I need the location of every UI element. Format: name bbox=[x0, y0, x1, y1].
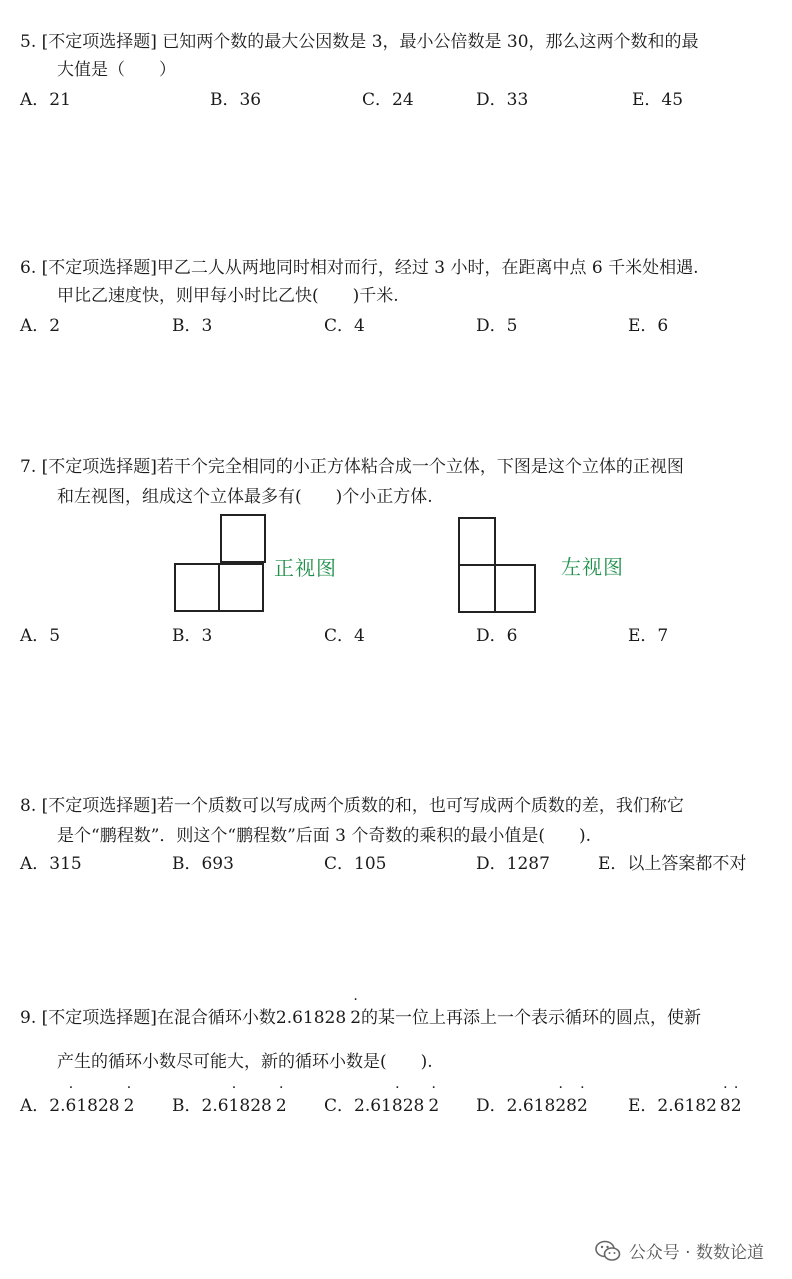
option-a: A．2 bbox=[20, 316, 61, 336]
repeating-decimal bbox=[275, 992, 362, 1028]
option-digit: 6 bbox=[65, 1096, 77, 1116]
question-7-line-1: 7. [不定项选择题]若干个完全相同的小正方体粘合成一个立体，下图是这个立体的正视图 bbox=[20, 457, 684, 477]
option-label: A． bbox=[20, 1096, 50, 1116]
dotted-digit bbox=[730, 1080, 742, 1120]
option-digits-pre: 2.6 bbox=[201, 1096, 229, 1116]
left-view-figure bbox=[458, 517, 558, 617]
option-digit: 1 bbox=[228, 1096, 240, 1116]
option-digit: 2 bbox=[123, 1096, 135, 1116]
option-c: C．4 bbox=[324, 626, 365, 646]
dotted-digit bbox=[228, 1080, 240, 1120]
option-digits-mid: 28 bbox=[402, 1096, 425, 1116]
question-8-line-1: 8. [不定项选择题]若一个质数可以写成两个质数的和，也可写成两个质数的差，我们称它 bbox=[20, 796, 684, 816]
watermark-text: 公众号 · 数数论道 bbox=[628, 1243, 764, 1263]
watermark bbox=[595, 1238, 764, 1263]
option-digits-pre: 2.61 bbox=[354, 1096, 392, 1116]
option-e: E．6 bbox=[628, 316, 669, 336]
dotted-digit bbox=[428, 1080, 440, 1120]
question-7-options bbox=[20, 622, 780, 650]
question-9-line-1-start: 9. [不定项选择题]在混合循环小数 bbox=[20, 1008, 276, 1028]
option-a: A．5 bbox=[20, 626, 61, 646]
option-c: C．24 bbox=[362, 90, 414, 110]
repeat-dot-marker: · bbox=[231, 1080, 237, 1096]
repeat-dot-marker: · bbox=[558, 1080, 563, 1096]
option-digits-mid: 828 bbox=[239, 1096, 272, 1116]
left-view-cell-bottom-right bbox=[494, 564, 536, 613]
option-e: E．45 bbox=[632, 90, 684, 110]
repeat-dot-marker: · bbox=[733, 1080, 739, 1096]
dotted-digit bbox=[555, 1080, 567, 1120]
option-digit: 8 bbox=[719, 1096, 731, 1116]
option-b: B．36 bbox=[210, 90, 262, 110]
question-5-line-1: 5. [不定项选择题] 已知两个数的最大公因数是 3，最小公倍数是 30，那么这两个数和的最 bbox=[20, 32, 699, 52]
wechat-icon bbox=[595, 1240, 621, 1262]
option-e: E．7 bbox=[628, 626, 669, 646]
dotted-digit bbox=[65, 1080, 77, 1120]
option-label: B． bbox=[172, 1096, 202, 1116]
option-c bbox=[324, 1080, 440, 1120]
question-6-options bbox=[20, 312, 780, 340]
left-view-cell-top bbox=[458, 517, 496, 566]
left-view-cell-bottom-left bbox=[458, 564, 496, 613]
front-view-cell-bottom-left bbox=[174, 563, 220, 612]
option-e bbox=[628, 1080, 742, 1120]
option-digit: 2 bbox=[730, 1096, 742, 1116]
question-9-line-1-end: 的某一位上再添上一个表示循环的圆点，使新 bbox=[361, 1008, 702, 1028]
option-a bbox=[20, 1080, 135, 1120]
repeat-dot-marker: · bbox=[431, 1080, 436, 1096]
front-view-cell-top bbox=[220, 514, 266, 563]
dotted-digit bbox=[576, 1080, 588, 1120]
option-digits-pre: 2.618 bbox=[506, 1096, 556, 1116]
option-c: C．4 bbox=[324, 316, 365, 336]
option-digit: 2 bbox=[555, 1096, 567, 1116]
option-label: D． bbox=[476, 1096, 507, 1116]
dotted-digit bbox=[391, 1080, 403, 1120]
front-view-label: 正视图 bbox=[274, 556, 337, 580]
option-d: D．5 bbox=[476, 316, 518, 336]
question-9-line-1 bbox=[20, 992, 702, 1032]
option-label: E． bbox=[628, 1096, 658, 1116]
repeat-digit: 2 bbox=[350, 1008, 362, 1028]
question-9-options bbox=[20, 1080, 780, 1120]
option-digit: 2 bbox=[428, 1096, 440, 1116]
repeat-dot-marker: · bbox=[580, 1080, 585, 1096]
option-label: C． bbox=[324, 1096, 355, 1116]
dotted-digit bbox=[123, 1080, 135, 1120]
repeat-dot-digit bbox=[350, 992, 362, 1032]
left-view-label: 左视图 bbox=[561, 555, 624, 579]
question-8-options bbox=[20, 850, 780, 878]
repeat-dot-marker: · bbox=[353, 992, 358, 1008]
option-b: B．3 bbox=[172, 316, 213, 336]
option-digits-mid: 8 bbox=[566, 1096, 577, 1116]
dotted-digit bbox=[275, 1080, 287, 1120]
repeat-dot-marker: · bbox=[279, 1080, 284, 1096]
option-b: B．693 bbox=[172, 854, 234, 874]
option-d: D．33 bbox=[476, 90, 529, 110]
repeating-decimal-digits: 2.61828 bbox=[275, 1008, 347, 1028]
option-e: E．以上答案都不对 bbox=[598, 854, 747, 874]
question-6-line-2: 甲比乙速度快，则甲每小时比乙快( )千米. bbox=[57, 286, 399, 306]
option-c: C．105 bbox=[324, 854, 387, 874]
option-d: D．1287 bbox=[476, 854, 550, 874]
question-5-line-2: 大值是（ ） bbox=[57, 60, 176, 80]
question-7-line-2: 和左视图，组成这个立体最多有( )个小正方体. bbox=[57, 487, 433, 507]
option-b: B．3 bbox=[172, 626, 213, 646]
front-view-figure bbox=[174, 514, 274, 614]
question-5-options bbox=[20, 86, 780, 114]
repeat-dot-marker: · bbox=[68, 1080, 74, 1096]
repeat-dot-marker: · bbox=[395, 1080, 400, 1096]
front-view-cell-bottom-right bbox=[218, 563, 264, 612]
option-b bbox=[172, 1080, 287, 1120]
question-8-line-2: 是个“鹏程数”．则这个“鹏程数”后面 3 个奇数的乘积的最小值是( ). bbox=[57, 826, 592, 846]
dotted-digit bbox=[719, 1080, 731, 1120]
repeat-dot-marker: · bbox=[126, 1080, 132, 1096]
option-digits-mid: 1828 bbox=[76, 1096, 120, 1116]
option-d: D．6 bbox=[476, 626, 518, 646]
option-d bbox=[476, 1080, 588, 1120]
option-digit: 2 bbox=[576, 1096, 588, 1116]
option-a: A．21 bbox=[20, 90, 71, 110]
question-6-line-1: 6. [不定项选择题]甲乙二人从两地同时相对而行，经过 3 小时，在距离中点 6 千米处相遇. bbox=[20, 258, 699, 278]
option-digits-pre: 2.6182 bbox=[657, 1096, 717, 1116]
option-digits-pre: 2. bbox=[49, 1096, 66, 1116]
option-digit: 8 bbox=[391, 1096, 403, 1116]
option-a: A．315 bbox=[20, 854, 82, 874]
question-9-line-2: 产生的循环小数尽可能大，新的循环小数是( ). bbox=[57, 1052, 433, 1072]
option-digit: 2 bbox=[275, 1096, 287, 1116]
repeat-dot-marker: · bbox=[723, 1080, 728, 1096]
